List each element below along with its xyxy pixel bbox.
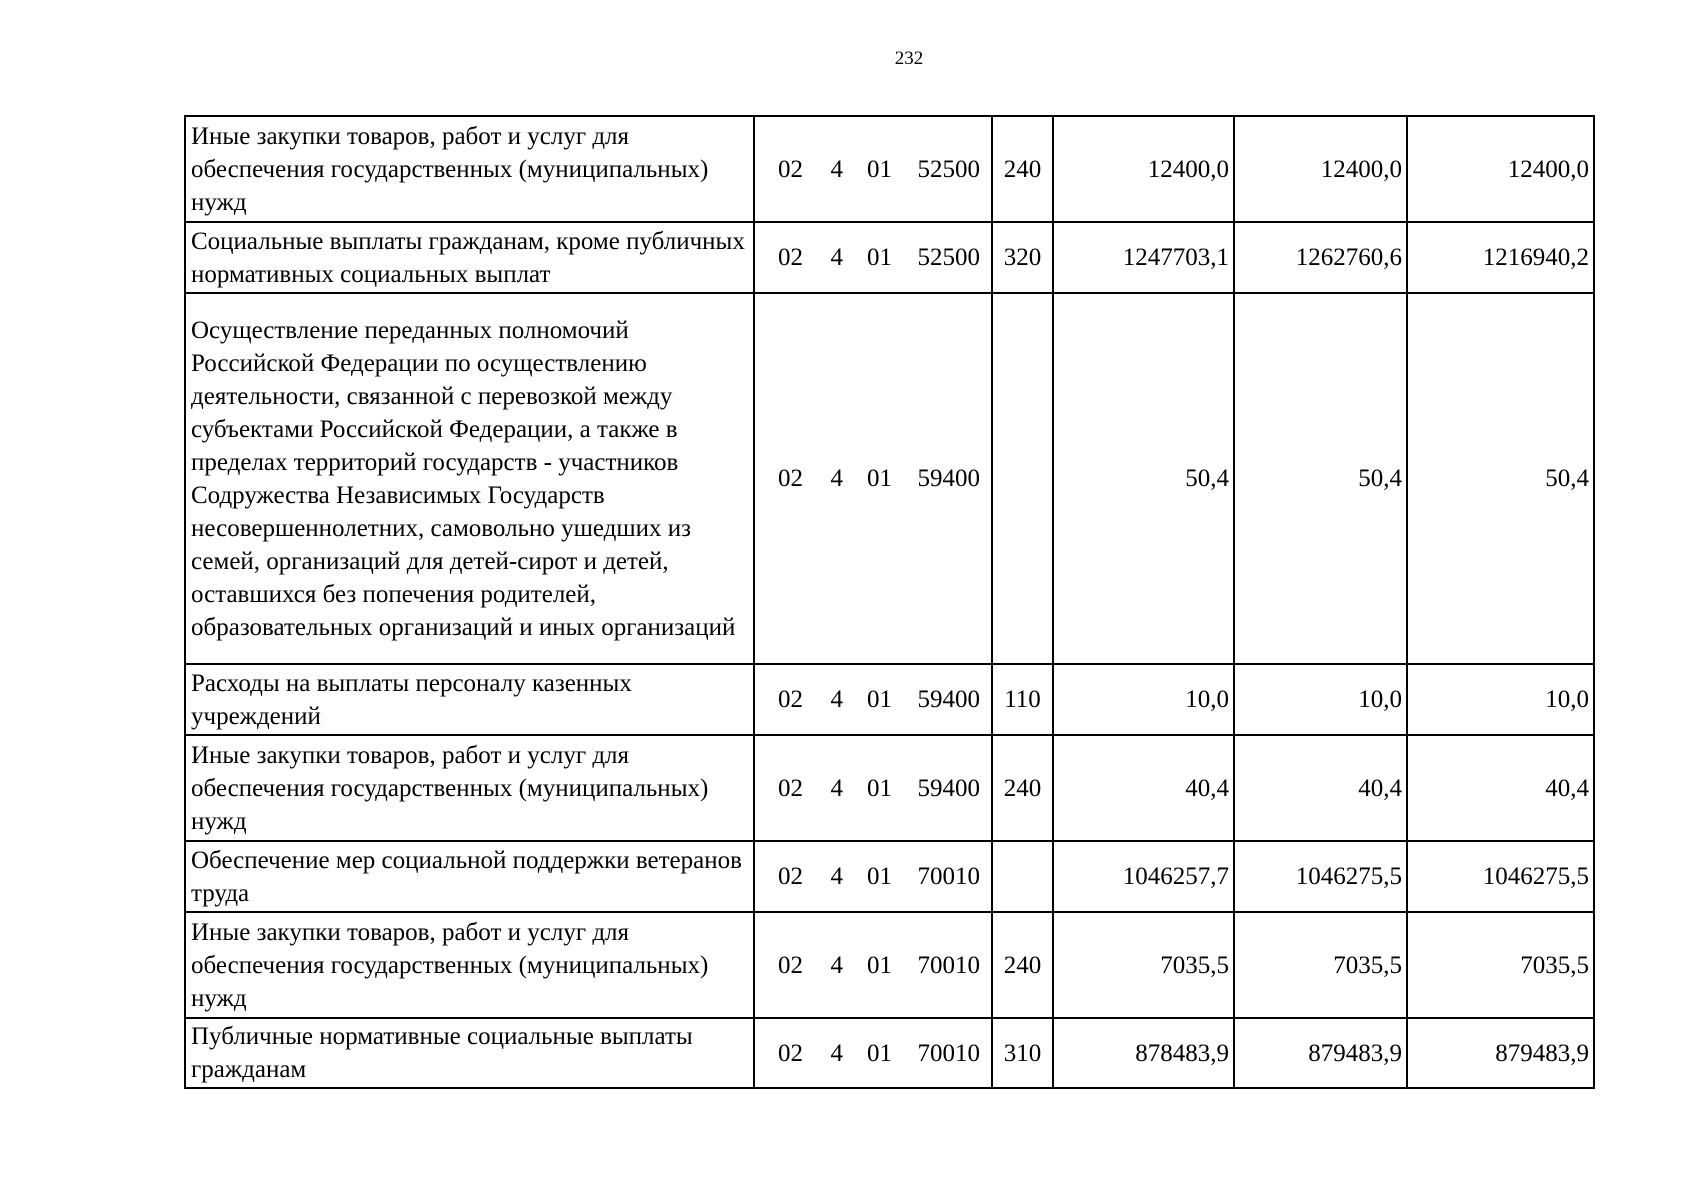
expense-type-code: 240 — [992, 912, 1053, 1018]
amount-year-2: 50,4 — [1234, 293, 1407, 664]
expense-type-code: 110 — [992, 664, 1053, 735]
table-row — [185, 664, 1594, 735]
amount-year-1: 1247703,1 — [1053, 222, 1234, 293]
program-code: 02 — [778, 774, 803, 802]
budget-code-cell — [754, 293, 992, 664]
direction-code: 59400 — [917, 465, 980, 492]
expense-type-code: 240 — [992, 116, 1053, 222]
amount-year-1: 1046257,7 — [1053, 841, 1234, 912]
table-row — [185, 116, 1594, 222]
direction-code: 59400 — [917, 686, 980, 713]
subprogram-code: 4 — [830, 686, 843, 713]
row-description: Публичные нормативные социальные выплаты гражданам — [185, 1018, 754, 1088]
amount-year-3: 1046275,5 — [1407, 841, 1594, 912]
amount-year-1: 40,4 — [1053, 735, 1234, 841]
amount-year-3: 7035,5 — [1407, 912, 1594, 1018]
table-row — [185, 222, 1594, 293]
subprogram-code: 4 — [830, 774, 843, 802]
table-row — [185, 735, 1594, 841]
amount-year-1: 50,4 — [1053, 293, 1234, 664]
activity-code: 01 — [867, 465, 892, 492]
program-code: 02 — [778, 244, 803, 271]
activity-code: 01 — [867, 244, 892, 271]
amount-year-2: 7035,5 — [1234, 912, 1407, 1018]
amount-year-1: 7035,5 — [1053, 912, 1234, 1018]
amount-year-1: 12400,0 — [1053, 116, 1234, 222]
amount-year-3: 12400,0 — [1407, 116, 1594, 222]
row-description: Иные закупки товаров, работ и услуг для обеспечения государственных (муниципальных) нужд — [185, 116, 754, 222]
program-code: 02 — [778, 863, 803, 890]
direction-code: 70010 — [917, 951, 980, 979]
direction-code: 52500 — [917, 244, 980, 271]
subprogram-code: 4 — [830, 1039, 843, 1067]
row-description: Иные закупки товаров, работ и услуг для обеспечения государственных (муниципальных) нужд — [185, 912, 754, 1018]
table-row — [185, 912, 1594, 1018]
amount-year-2: 1262760,6 — [1234, 222, 1407, 293]
direction-code: 52500 — [917, 155, 980, 183]
subprogram-code: 4 — [830, 465, 843, 492]
expense-type-code: 240 — [992, 735, 1053, 841]
activity-code: 01 — [867, 1039, 892, 1067]
row-description: Иные закупки товаров, работ и услуг для обеспечения государственных (муниципальных) нужд — [185, 735, 754, 841]
amount-year-3: 40,4 — [1407, 735, 1594, 841]
direction-code: 59400 — [917, 774, 980, 802]
budget-code-cell — [754, 1018, 992, 1088]
row-description: Осуществление переданных полномочий Российской Федерации по осуществлению деятельности, связанной с перевозкой между субъектами Российской Федерации, а также в пределах территорий государств - участников Содружества Независимых Государств несовершеннолетних, самовольно ушедших из семей, организаций для детей-сирот и детей, оставшихся без попечения родителей, образовательных организаций и иных организаций — [185, 293, 754, 664]
amount-year-2: 40,4 — [1234, 735, 1407, 841]
program-code: 02 — [778, 686, 803, 713]
budget-code-cell — [754, 222, 992, 293]
expense-type-code — [992, 841, 1053, 912]
amount-year-3: 10,0 — [1407, 664, 1594, 735]
direction-code: 70010 — [917, 863, 980, 890]
budget-code-cell — [754, 664, 992, 735]
program-code: 02 — [778, 465, 803, 492]
activity-code: 01 — [867, 863, 892, 890]
budget-code-cell — [754, 735, 992, 841]
row-description: Социальные выплаты гражданам, кроме публичных нормативных социальных выплат — [185, 222, 754, 293]
amount-year-3: 50,4 — [1407, 293, 1594, 664]
budget-code-cell — [754, 912, 992, 1018]
activity-code: 01 — [867, 155, 892, 183]
expense-type-code — [992, 293, 1053, 664]
amount-year-2: 10,0 — [1234, 664, 1407, 735]
subprogram-code: 4 — [830, 863, 843, 890]
amount-year-1: 10,0 — [1053, 664, 1234, 735]
activity-code: 01 — [867, 686, 892, 713]
program-code: 02 — [778, 951, 803, 979]
amount-year-1: 878483,9 — [1053, 1018, 1234, 1088]
subprogram-code: 4 — [830, 155, 843, 183]
subprogram-code: 4 — [830, 951, 843, 979]
table-row — [185, 293, 1594, 664]
budget-code-cell — [754, 116, 992, 222]
budget-table — [184, 115, 1595, 1089]
direction-code: 70010 — [917, 1039, 980, 1067]
table-row — [185, 841, 1594, 912]
amount-year-2: 1046275,5 — [1234, 841, 1407, 912]
activity-code: 01 — [867, 951, 892, 979]
amount-year-3: 879483,9 — [1407, 1018, 1594, 1088]
amount-year-2: 879483,9 — [1234, 1018, 1407, 1088]
amount-year-3: 1216940,2 — [1407, 222, 1594, 293]
row-description: Расходы на выплаты персоналу казенных учреждений — [185, 664, 754, 735]
expense-type-code: 320 — [992, 222, 1053, 293]
table-row — [185, 1018, 1594, 1088]
page-number: 232 — [894, 48, 924, 69]
row-description: Обеспечение мер социальной поддержки ветеранов труда — [185, 841, 754, 912]
program-code: 02 — [778, 1039, 803, 1067]
budget-code-cell — [754, 841, 992, 912]
program-code: 02 — [778, 155, 803, 183]
amount-year-2: 12400,0 — [1234, 116, 1407, 222]
subprogram-code: 4 — [830, 244, 843, 271]
expense-type-code: 310 — [992, 1018, 1053, 1088]
activity-code: 01 — [867, 774, 892, 802]
